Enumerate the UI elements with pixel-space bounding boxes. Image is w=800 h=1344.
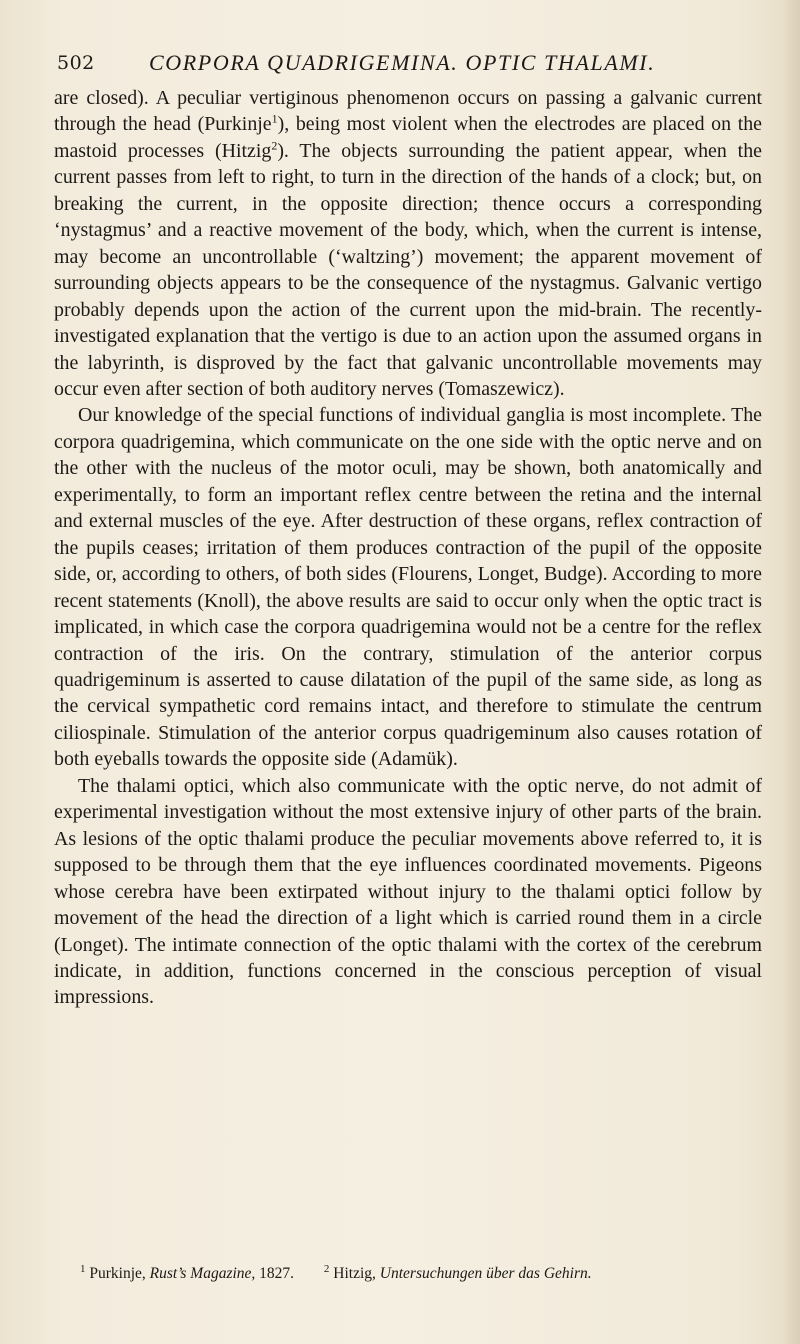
paragraph-1 bbox=[54, 85, 762, 402]
footnote-1-mark: 1 bbox=[80, 1262, 86, 1275]
paragraph-1-part-3: ). The objects surrounding the patient appear, when the current passes from left to right, to turn in the direction of the hands of a clock; but, on breaking the current, in the opposite direction; thence occurs a corresponding ‘nystagmus’ and a reactive movement of the body, which, when the current is intense, may become an uncontrollable (‘waltzing’) movement; the apparent movement of surrounding objects appears to be the consequence of the nystagmus. Galvanic vertigo probably depends upon the action of the current upon the mid-brain. The recently-investigated explanation that the vertigo is due to an action upon the assumed organs in the labyrinth, is disproved by the fact that galvanic uncontrollable movements may occur even after section of both auditory nerves (Tomaszewicz). bbox=[54, 139, 762, 400]
running-title: CORPORA QUADRIGEMINA. OPTIC THALAMI. bbox=[149, 50, 656, 75]
footnote-1-source: Rust’s Magazine, bbox=[149, 1265, 256, 1282]
footnotes bbox=[80, 1264, 770, 1284]
footnote-1 bbox=[80, 1264, 294, 1284]
paragraph-2: Our knowledge of the special functions of individual ganglia is most incomplete. The corpora quadrigemina, which communicate on the one side with the optic nerve and on the other with the nucleus of the motor oculi, may be shown, both anatomically and experimentally, to form an important reflex centre between the retina and the internal and external muscles of the eye. After destruction of these organs, reflex contraction of the pupils ceases; irritation of them produces contraction of the pupil of the opposite side, or, according to others, of both sides (Flourens, Longet, Budge). According to more recent statements (Knoll), the above results are said to occur only when the optic tract is implicated, in which case the corpora quadrigemina would not be a centre for the reflex contraction of the iris. On the contrary, stimulation of the anterior corpus quadrigeminum is asserted to cause dilatation of the pupil of the same side, as long as the cervical sympathetic cord remains intact, and therefore to stimulate the centrum ciliospinale. Stimulation of the anterior corpus quadrigeminum also causes rotation of both eyeballs towards the opposite side (Adamük). bbox=[54, 404, 762, 771]
paragraph-1-part-1: are closed). A peculiar vertiginous phenomenon occurs on passing a galvanic current through the head (Purkinje bbox=[54, 87, 762, 136]
footnote-reference-2: 2 bbox=[271, 138, 278, 153]
footnote-2 bbox=[324, 1264, 592, 1284]
footnote-1-year: 1827. bbox=[259, 1265, 295, 1282]
footnote-1-author: Purkinje, bbox=[89, 1265, 146, 1282]
body-text bbox=[54, 85, 762, 1011]
page-edge-shadow bbox=[782, 0, 800, 1344]
running-head bbox=[57, 50, 757, 80]
footnote-reference-1: 1 bbox=[271, 111, 278, 126]
footnote-2-source: Untersuchungen über das Gehirn. bbox=[379, 1265, 592, 1282]
page-number: 502 bbox=[57, 52, 95, 74]
footnote-2-mark: 2 bbox=[323, 1262, 330, 1275]
paragraph-1-part-2: ), being most violent when the electrodes are placed on the mastoid processes (Hitzig bbox=[54, 113, 762, 162]
paragraph-3: The thalami optici, which also communicate with the optic nerve, do not admit of experimental investigation without the most extensive injury of other parts of the brain. As lesions of the optic thalami produce the peculiar movements above referred to, it is supposed to be through them that the eye influences coordinated movements. Pigeons whose cerebra have been extirpated without injury to the thalami optici follow by movement of the head the direction of a light which is carried round them in a circle (Longet). The intimate connection of the optic thalami with the cortex of the cerebrum indicate, in addition, functions concerned in the conscious perception of visual impressions. bbox=[54, 774, 762, 1009]
footnote-2-author: Hitzig, bbox=[333, 1265, 376, 1282]
